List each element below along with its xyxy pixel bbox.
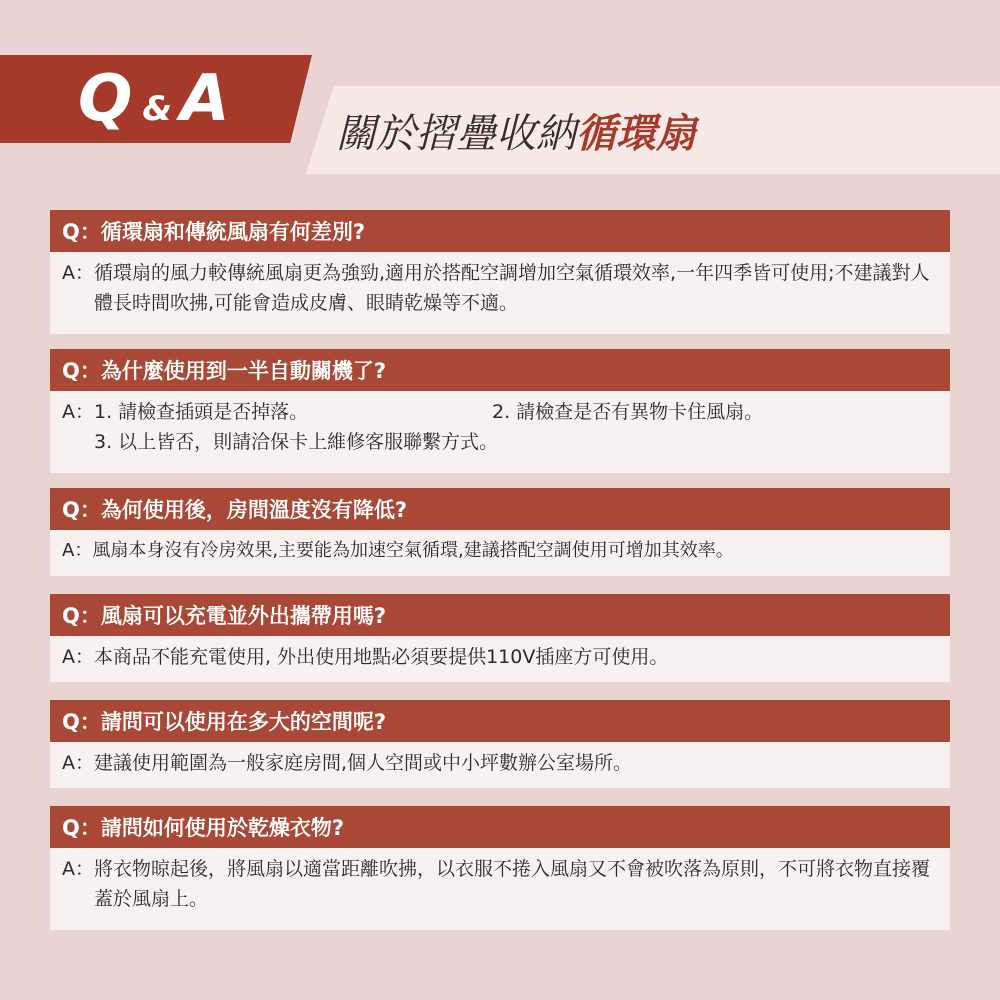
answer-box	[50, 252, 950, 334]
faq-item-4	[50, 594, 950, 682]
question-prefix: Q：	[62, 816, 101, 840]
qa-logo-q: Q	[78, 62, 135, 136]
question-prefix: Q：	[62, 359, 101, 383]
faq-item-3	[50, 488, 950, 576]
page-title	[336, 100, 696, 160]
question-prefix: Q：	[62, 498, 101, 522]
answer-item: 3. 以上皆否，則請洽保卡上維修客服聯繫方式。	[94, 431, 499, 453]
question-prefix: Q：	[62, 220, 101, 244]
faq-item-6	[50, 806, 950, 930]
answer-item: 2. 請檢查是否有異物卡住風扇。	[492, 401, 764, 423]
question-text: 為什麼使用到一半自動關機了?	[100, 359, 387, 383]
answer-prefix: A：	[62, 858, 94, 880]
answer-prefix: A：	[62, 540, 93, 561]
question-text: 請問如何使用於乾燥衣物?	[100, 816, 345, 840]
question-text: 循環扇和傳統風扇有何差別?	[100, 220, 366, 244]
answer-box	[50, 742, 950, 788]
answer-prefix: A：	[62, 646, 94, 668]
faq-item-1	[50, 210, 950, 334]
page-title-prefix: 關於摺疊收納	[336, 110, 576, 157]
qa-logo-a: A	[180, 62, 232, 136]
answer-prefix: A：	[62, 752, 94, 774]
answer-box	[50, 848, 950, 930]
answer-box	[50, 530, 950, 576]
question-bar	[50, 806, 950, 848]
question-bar	[50, 594, 950, 636]
answer-box	[50, 391, 950, 473]
answer-box	[50, 636, 950, 682]
page-title-emphasis: 循環扇	[576, 110, 696, 157]
question-prefix: Q：	[62, 604, 101, 628]
answer-text: 本商品不能充電使用, 外出使用地點必須要提供110V插座方可使用。	[94, 646, 669, 668]
answer-prefix: A：	[62, 262, 94, 284]
question-text: 為何使用後，房間溫度沒有降低?	[100, 498, 408, 522]
qa-logo	[78, 62, 232, 142]
answer-text: 建議使用範圍為一般家庭房間,個人空間或中小坪數辦公室場所。	[94, 752, 633, 774]
question-text: 請問可以使用在多大的空間呢?	[100, 710, 387, 734]
answer-item: 1. 請檢查插頭是否掉落。	[94, 401, 309, 423]
question-text: 風扇可以充電並外出攜帶用嗎?	[100, 604, 387, 628]
question-prefix: Q：	[62, 710, 101, 734]
answer-text: 風扇本身沒有冷房效果,主要能為加速空氣循環,建議搭配空調使用可增加其效率。	[92, 540, 734, 561]
answer-text: 將衣物晾起後，將風扇以適當距離吹拂，以衣服不捲入風扇又不會被吹落為原則，不可將衣物直接覆蓋於風扇上。	[94, 858, 931, 910]
answer-list	[94, 397, 938, 465]
question-bar	[50, 349, 950, 391]
faq-item-5	[50, 700, 950, 788]
question-bar	[50, 210, 950, 252]
faq-item-2	[50, 349, 950, 473]
question-bar	[50, 488, 950, 530]
answer-text: 循環扇的風力較傳統風扇更為強勁,適用於搭配空調增加空氣循環效率,一年四季皆可使用;不建議對人體長時間吹拂,可能會造成皮膚、眼睛乾燥等不適。	[94, 262, 930, 314]
question-bar	[50, 700, 950, 742]
answer-prefix: A：	[62, 401, 94, 423]
qa-logo-amp: &	[142, 89, 173, 129]
